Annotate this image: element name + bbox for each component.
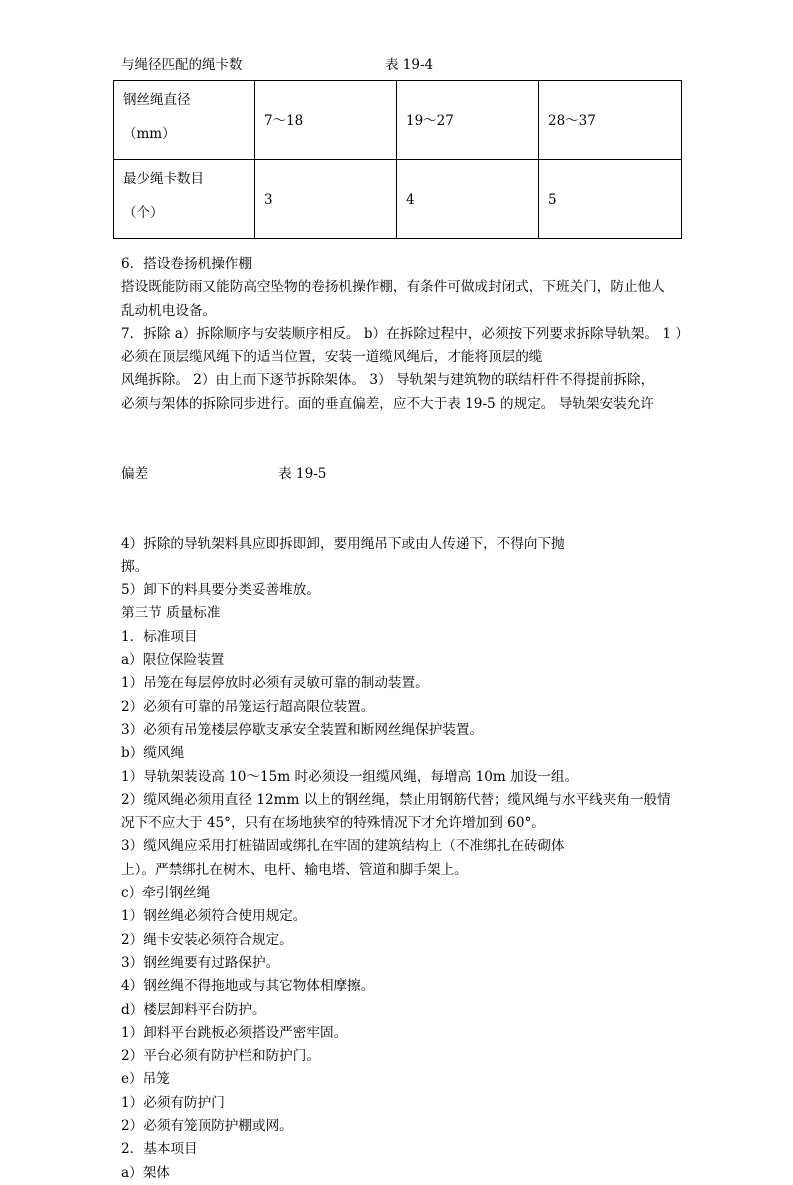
body-line: 掷。 — [121, 558, 149, 575]
section-heading: 第三节 质量标准 — [121, 605, 221, 622]
body-line: 1）卸料平台跳板必须搭设严密牢固。 — [121, 1024, 348, 1041]
table-19-5-caption — [121, 416, 683, 532]
cell-value: 19～27 — [406, 113, 454, 129]
document-content — [113, 52, 689, 1185]
body-line: 4）拆除的导轨架料具应即拆即卸，要用绳吊下或由人传递下，不得向下抛 — [121, 535, 565, 552]
table-data-cell — [397, 81, 539, 160]
body-line: 1）钢丝绳必须符合使用规定。 — [121, 908, 307, 925]
body-text-block-1 — [113, 253, 689, 1185]
body-line: 1）导轨架装设高 10～15m 时必须设一组缆风绳，每增高 10m 加设一组。 — [121, 768, 579, 785]
table-data-cell — [255, 160, 397, 239]
body-line: 1）吊笼在每层停放时必须有灵敏可靠的制动装置。 — [121, 675, 429, 692]
table-19-4-caption — [113, 52, 683, 78]
body-line: 上）。严禁绑扎在树木、电杆、输电塔、管道和脚手架上。 — [121, 861, 468, 878]
table-row-header-cell — [114, 160, 255, 239]
table-19-4 — [113, 80, 682, 239]
table-19-4-caption-title: 与绳径匹配的绳卡数 — [121, 57, 243, 73]
body-line: 3）必须有吊笼楼层停歇支承安全装置和断网丝绳保护装置。 — [121, 721, 484, 738]
cell-value: 5 — [548, 192, 557, 208]
body-line: 必须在顶层缆风绳下的适当位置，安装一道缆风绳后，才能将顶层的缆 — [121, 349, 543, 366]
body-line: 2）平台必须有防护栏和防护门。 — [121, 1048, 320, 1065]
table-19-5-caption-title: 偏差 — [121, 465, 149, 482]
body-line: 况下不应大于 45°，只有在场地狭窄的特殊情况下才允许增加到 60°。 — [121, 815, 545, 832]
row-header-line-1: 最少绳卡数目 — [123, 171, 204, 187]
body-line: 2）绳卡安装必须符合规定。 — [121, 931, 293, 948]
body-line: 搭设既能防雨又能防高空坠物的卷扬机操作棚，有条件可做成封闭式，下班关门，防止他人 — [121, 279, 665, 296]
body-line: 2）必须有笼顶防护棚或网。 — [121, 1117, 293, 1134]
table-19-4-caption-number: 表 19-4 — [385, 57, 434, 73]
section-heading: a）架体 — [121, 1164, 170, 1181]
body-line: 4）钢丝绳不得拖地或与其它物体相摩擦。 — [121, 978, 375, 995]
body-line: e）吊笼 — [121, 1071, 170, 1088]
cell-value: 3 — [264, 192, 273, 208]
table-row — [114, 160, 682, 239]
cell-value: 4 — [406, 192, 415, 208]
body-line: c）牵引钢丝绳 — [121, 885, 211, 902]
table-row — [114, 81, 682, 160]
row-header-line-1: 钢丝绳直径 — [123, 92, 191, 108]
cell-value: 7～18 — [264, 113, 304, 129]
table-19-5-caption-number: 表 19-5 — [278, 465, 327, 482]
table-data-cell — [539, 160, 682, 239]
body-line: 3）缆风绳应采用打桩锚固或绑扎在牢固的建筑结构上（不准绑扎在砖砌体 — [121, 838, 565, 855]
row-header-line-2: （mm） — [123, 126, 176, 142]
body-line: 乱动机电设备。 — [121, 302, 217, 319]
body-line: 5）卸下的料具要分类妥善堆放。 — [121, 582, 320, 599]
body-line: b）缆风绳 — [121, 745, 185, 762]
body-line: d）楼层卸料平台防护。 — [121, 1001, 266, 1018]
table-data-cell — [539, 81, 682, 160]
body-line: a）限位保险装置 — [121, 652, 225, 669]
body-line: 2）缆风绳必须用直径 12mm 以上的钢丝绳，禁止用钢筋代替；缆风绳与水平线夹角一般情 — [121, 791, 671, 808]
body-line: 风绳拆除。 2）由上而下逐节拆除架体。 3） 导轨架与建筑物的联结杆件不得提前拆除， — [121, 372, 655, 389]
body-line: 2．基本项目 — [121, 1141, 198, 1158]
table-data-cell — [255, 81, 397, 160]
body-line: 7．拆除 a）拆除顺序与安装顺序相反。 b）在拆除过程中，必须按下列要求拆除导轨架。 1 ） — [121, 325, 689, 342]
body-line: 2）必须有可靠的吊笼运行超高限位装置。 — [121, 698, 375, 715]
body-line: 6．搭设卷扬机操作棚 — [121, 256, 252, 272]
body-line: 1）必须有防护门 — [121, 1094, 225, 1111]
row-header-line-2: （个） — [123, 205, 164, 221]
table-row-header-cell — [114, 81, 255, 160]
body-line: 3）钢丝绳要有过路保护。 — [121, 954, 280, 971]
cell-value: 28～37 — [548, 113, 596, 129]
body-line: 必须与架体的拆除同步进行。面的垂直偏差，应不大于表 19-5 的规定。 导轨架安装允许 — [121, 395, 654, 412]
body-line: 1．标准项目 — [121, 628, 198, 645]
table-data-cell — [397, 160, 539, 239]
